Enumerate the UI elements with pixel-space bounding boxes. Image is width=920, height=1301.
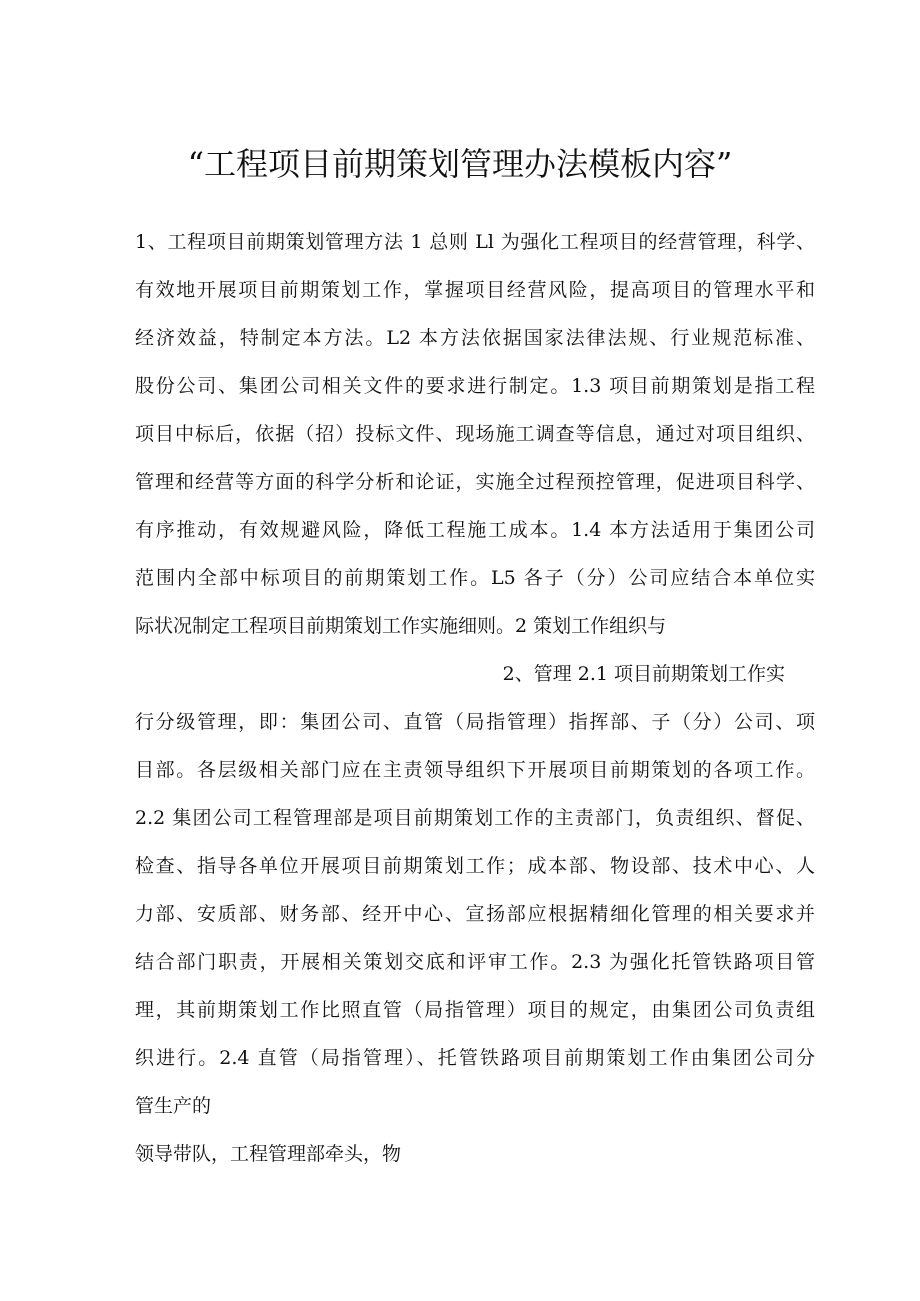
body-line: 理，其前期策划工作比照直管（局指管理）项目的规定，由集团公司负责组 <box>135 999 815 1021</box>
body-line: 2.2 集团公司工程管理部是项目前期策划工作的主责部门，负责组织、督促、 <box>135 807 815 829</box>
body-line: 项目中标后，依据（招）投标文件、现场施工调查等信息，通过对项目组织、 <box>135 423 815 445</box>
body-line: 2、管理 2.1 项目前期策划工作实 <box>502 663 785 685</box>
body-line: 检查、指导各单位开展项目前期策划工作；成本部、物设部、技术中心、人 <box>135 855 815 877</box>
body-line: 行分级管理，即：集团公司、直管（局指管理）指挥部、子（分）公司、项 <box>135 711 815 733</box>
body-line: 力部、安质部、财务部、经开中心、宣扬部应根据精细化管理的相关要求并 <box>135 903 815 925</box>
body-line: 际状况制定工程项目前期策划工作实施细则。2 策划工作组织与 <box>135 615 667 637</box>
document-title: “工程项目前期策划管理办法模板内容” <box>187 145 733 183</box>
body-line: 有效地开展项目前期策划工作，掌握项目经营风险，提高项目的管理水平和 <box>135 279 815 301</box>
body-line: 结合部门职责，开展相关策划交底和评审工作。2.3 为强化托管铁路项目管 <box>135 951 815 973</box>
body-line: 目部。各层级相关部门应在主责领导组织下开展项目前期策划的各项工作。 <box>135 759 815 781</box>
body-line: 管理和经营等方面的科学分析和论证，实施全过程预控管理，促进项目科学、 <box>135 471 815 493</box>
body-line: 管生产的 <box>135 1095 212 1117</box>
body-line: 织进行。2.4 直管（局指管理）、托管铁路项目前期策划工作由集团公司分 <box>135 1047 815 1069</box>
body-line: 有序推动，有效规避风险，降低工程施工成本。1.4 本方法适用于集团公司 <box>135 519 815 541</box>
body-line: 领导带队，工程管理部牵头，物 <box>135 1143 402 1165</box>
document-body <box>135 218 815 1178</box>
body-line: 经济效益，特制定本方法。L2 本方法依据国家法律法规、行业规范标准、 <box>135 327 815 349</box>
body-line: 股份公司、集团公司相关文件的要求进行制定。1.3 项目前期策划是指工程 <box>135 375 815 397</box>
body-line: 范围内全部中标项目的前期策划工作。L5 各子（分）公司应结合本单位实 <box>135 567 815 589</box>
body-line: 1、工程项目前期策划管理方法 1 总则 Ll 为强化工程项目的经营管理，科学、 <box>135 231 815 253</box>
